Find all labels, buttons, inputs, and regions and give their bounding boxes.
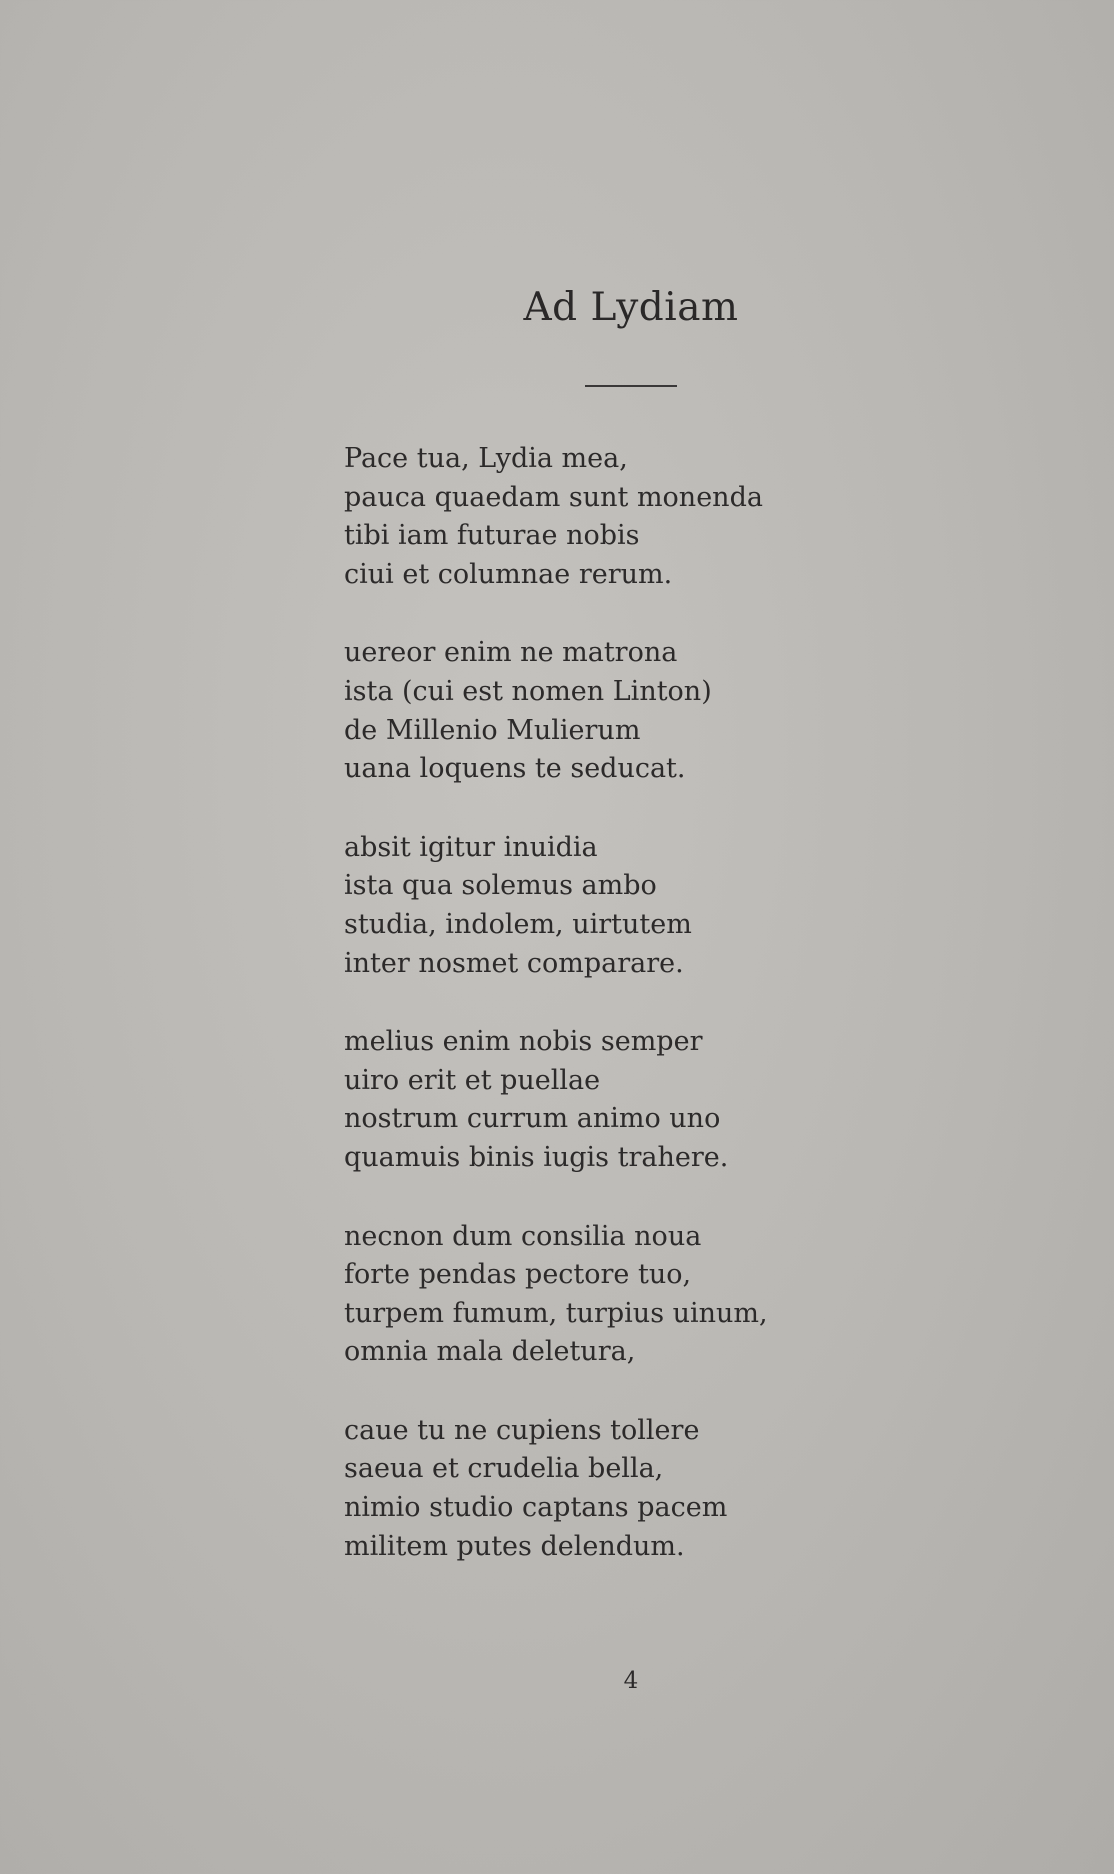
poem-line: uiro erit et puellae	[344, 1064, 601, 1096]
poem-line: necnon dum consilia noua	[344, 1220, 702, 1252]
poem-line: pauca quaedam sunt monenda	[344, 481, 763, 513]
poem-body	[344, 440, 864, 1606]
poem-line: militem putes delendum.	[344, 1530, 685, 1562]
poem-line: forte pendas pectore tuo,	[344, 1259, 692, 1291]
page-number: 4	[623, 1668, 639, 1694]
poem-title: Ad Lydiam	[523, 285, 739, 330]
poem-line: caue tu ne cupiens tollere	[344, 1414, 700, 1446]
poem-line: ciui et columnae rerum.	[344, 558, 673, 590]
stanza-4	[344, 1023, 864, 1177]
stanza-2	[344, 634, 864, 788]
poem-line: quamuis binis iugis trahere.	[344, 1141, 729, 1173]
poem-line: nostrum currum animo uno	[344, 1103, 721, 1135]
stanza-1	[344, 440, 864, 594]
title-divider	[585, 385, 677, 387]
stanza-6	[344, 1412, 864, 1566]
poem-line: de Millenio Mulierum	[344, 714, 641, 746]
poem-line: ista qua solemus ambo	[344, 870, 657, 902]
poem-line: ista (cui est nomen Linton)	[344, 675, 712, 707]
poem-line: Pace tua, Lydia mea,	[344, 443, 628, 474]
poem-line: studia, indolem, uirtutem	[344, 908, 692, 940]
poem-line: melius enim nobis semper	[344, 1026, 703, 1058]
poem-line: absit igitur inuidia	[344, 831, 598, 863]
poem-line: turpem fumum, turpius uinum,	[344, 1297, 768, 1329]
poem-line: uereor enim ne matrona	[344, 637, 678, 669]
stanza-3	[344, 829, 864, 983]
poem-line: nimio studio captans pacem	[344, 1492, 728, 1524]
poem-line: saeua et crudelia bella,	[344, 1453, 664, 1485]
poem-line: inter nosmet comparare.	[344, 947, 684, 979]
stanza-5	[344, 1218, 864, 1372]
poem-line: uana loquens te seducat.	[344, 753, 686, 785]
poem-line: tibi iam futurae nobis	[344, 520, 640, 552]
poem-line: omnia mala deletura,	[344, 1336, 636, 1368]
